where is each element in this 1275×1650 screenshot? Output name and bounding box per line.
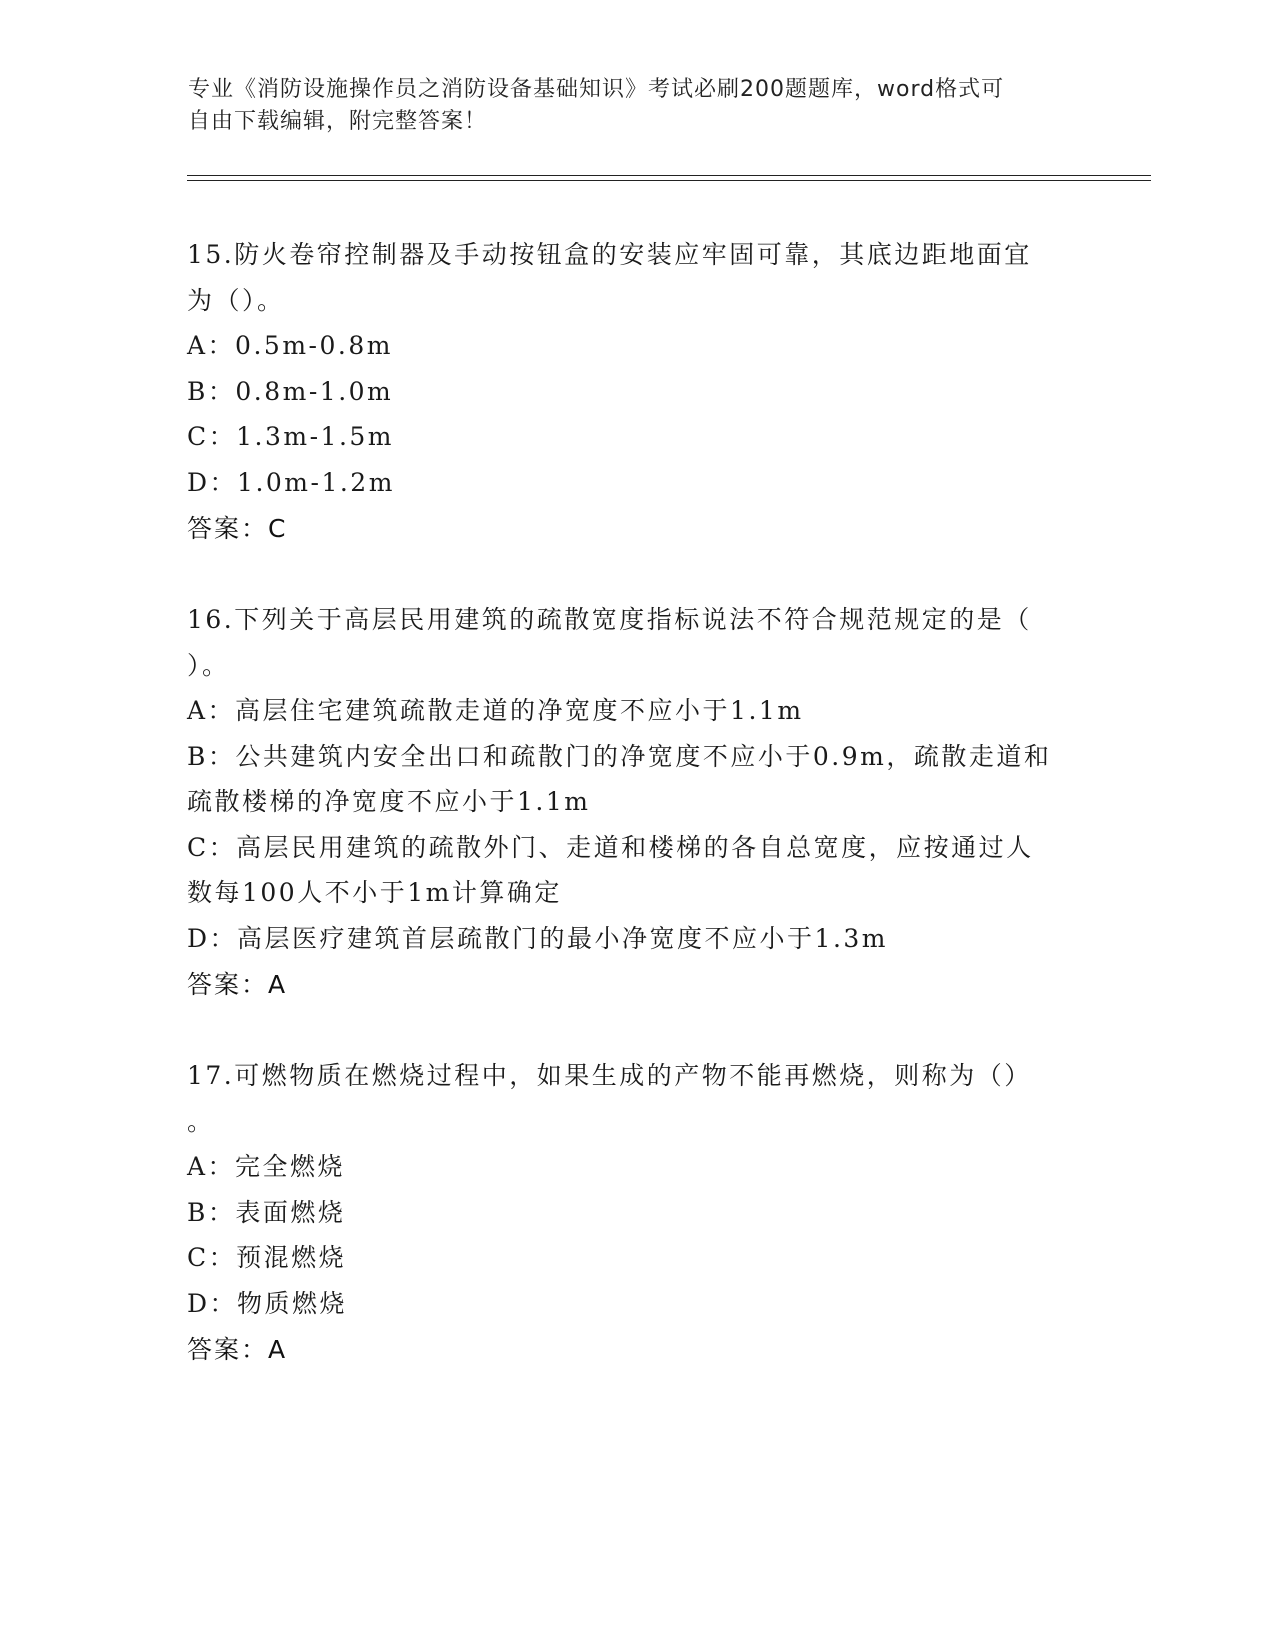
answer-label: 答案：C bbox=[187, 514, 288, 543]
option-d: D：物质燃烧 bbox=[187, 1288, 348, 1318]
question-stem: 15.防火卷帘控制器及手动按钮盒的安装应牢固可靠，其底边距地面宜 bbox=[187, 240, 1032, 269]
option-c: C：高层民用建筑的疏散外门、走道和楼梯的各自总宽度，应按通过人 bbox=[187, 832, 1034, 862]
question-16 bbox=[187, 597, 1107, 1008]
option-c: C：1.3m-1.5m bbox=[187, 422, 395, 451]
question-stem: 。 bbox=[187, 1106, 215, 1136]
option-a: A：完全燃烧 bbox=[187, 1152, 346, 1181]
question-stem: 16.下列关于高层民用建筑的疏散宽度指标说法不符合规范规定的是（ bbox=[187, 605, 1032, 634]
header-line: 自由下载编辑，附完整答案！ bbox=[188, 109, 488, 134]
header-divider bbox=[187, 175, 1151, 176]
question-stem: 为（）。 bbox=[187, 285, 285, 315]
option-b: B：公共建筑内安全出口和疏散门的净宽度不应小于0.9m，疏散走道和 bbox=[187, 741, 1052, 771]
question-15 bbox=[187, 232, 1107, 552]
option-b-continued: 疏散楼梯的净宽度不应小于1.1m bbox=[187, 787, 591, 816]
option-d: D：高层医疗建筑首层疏散门的最小净宽度不应小于1.3m bbox=[187, 923, 889, 953]
header-line: 专业《消防设施操作员之消防设备基础知识》考试必刷200题题库，word格式可 bbox=[188, 77, 1005, 102]
header-divider bbox=[187, 180, 1151, 181]
option-c: C：预混燃烧 bbox=[187, 1243, 347, 1272]
question-stem: 17.可燃物质在燃烧过程中，如果生成的产物不能再燃烧，则称为（） bbox=[187, 1061, 1032, 1090]
question-stem: ）。 bbox=[187, 650, 230, 680]
question-17 bbox=[187, 1053, 1107, 1373]
option-a: A：0.5m-0.8m bbox=[187, 331, 393, 360]
option-a: A：高层住宅建筑疏散走道的净宽度不应小于1.1m bbox=[187, 696, 804, 725]
option-b: B：表面燃烧 bbox=[187, 1197, 346, 1227]
option-c-continued: 数每100人不小于1m计算确定 bbox=[187, 878, 562, 907]
answer-label: 答案：A bbox=[187, 1335, 288, 1364]
answer-label: 答案：A bbox=[187, 970, 288, 999]
option-b: B：0.8m-1.0m bbox=[187, 376, 394, 406]
option-d: D：1.0m-1.2m bbox=[187, 467, 395, 497]
document-header bbox=[188, 74, 1088, 138]
